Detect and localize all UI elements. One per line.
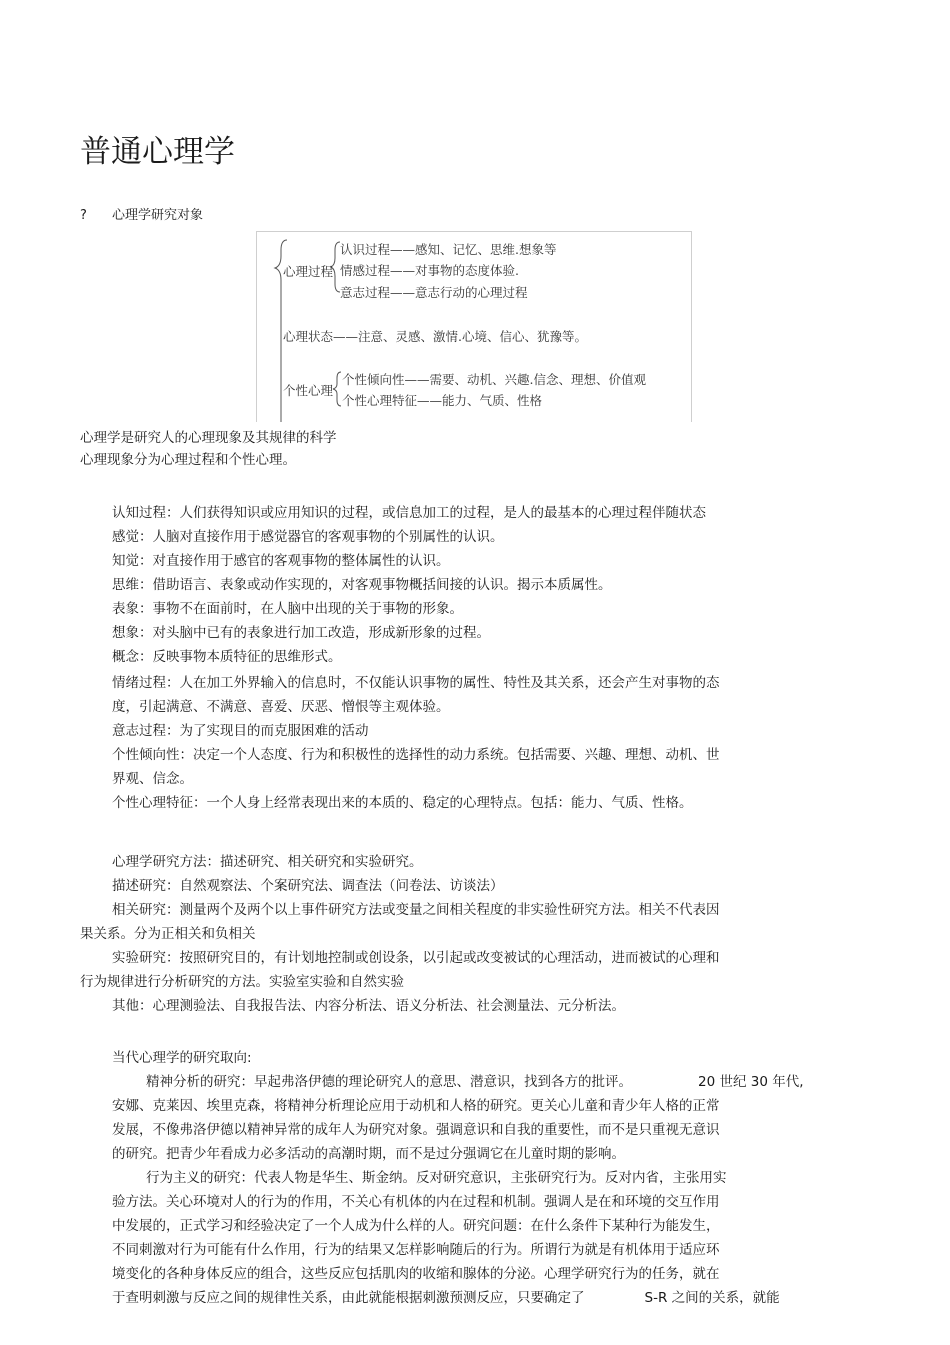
- diagram-process-label: 心理过程: [283, 264, 334, 279]
- definition-line: 度，引起满意、不满意、喜爱、厌恶、憎恨等主观体验。: [112, 699, 450, 715]
- methods-line: 心理学研究方法：描述研究、相关研究和实验研究。: [112, 854, 423, 870]
- methods-line: 果关系。分为正相关和负相关: [80, 926, 256, 942]
- definition-line: 情绪过程：人在加工外界输入的信息时，不仅能认识事物的属性、特性及其关系，还会产生对事物的态: [112, 675, 720, 691]
- definition-line: 想象：对头脑中已有的表象进行加工改造，形成新形象的过程。: [112, 625, 490, 641]
- methods-line: 实验研究：按照研究目的，有计划地控制或创设条，以引起或改变被试的心理活动，进而被试的心理和: [112, 950, 720, 966]
- intro-line: 心理现象分为心理过程和个性心理。: [80, 452, 296, 468]
- definition-line: 知觉：对直接作用于感官的客观事物的整体属性的认识。: [112, 553, 450, 569]
- diagram-state-line: 心理状态——注意、灵感、激情.心境、信心、犹豫等。: [283, 329, 587, 344]
- orientation-line: 境变化的各种身体反应的组合，这些反应包括肌肉的收缩和腺体的分泌。心理学研究行为的任务，就在: [112, 1266, 720, 1282]
- diagram-personality-item: 个性倾向性——需要、动机、兴趣.信念、理想、价值观: [342, 372, 646, 387]
- methods-section: [80, 850, 720, 1018]
- definition-line: 表象：事物不在面前时，在人脑中出现的关于事物的形象。: [112, 601, 463, 617]
- definition-line: 概念：反映事物本质特征的思维形式。: [112, 649, 342, 665]
- orientation-line: 中发展的，正式学习和经验决定了一个人成为什么样的人。研究问题：在什么条件下某种行为能发生，: [112, 1218, 720, 1234]
- definition-line: 思维：借助语言、表象或动作实现的，对客观事物概括间接的认识。揭示本质属性。: [112, 577, 612, 593]
- bullet-glyph: ?: [80, 208, 87, 223]
- orientation-text: 精神分析的研究：早起弗洛伊德的理论研究人的意思、潜意识，找到各方的批评。: [146, 1074, 632, 1090]
- intro-paragraph: [80, 427, 337, 471]
- orientation-line: 的研究。把青少年看成力必多活动的高潮时期，而不是过分强调它在儿童时期的影响。: [112, 1146, 625, 1162]
- methods-line: 行为规律进行分析研究的方法。实验室实验和自然实验: [80, 974, 404, 990]
- orientations-heading: 当代心理学的研究取向:: [112, 1050, 252, 1066]
- orientation-text: S-R 之间的关系，就能: [644, 1290, 780, 1306]
- orientation-text: 20 世纪 30 年代,: [698, 1074, 804, 1090]
- methods-line: 其他：心理测验法、自我报告法、内容分析法、语义分析法、社会测量法、元分析法。: [112, 998, 625, 1014]
- definition-line: 认知过程：人们获得知识或应用知识的过程，或信息加工的过程，是人的最基本的心理过程伴随状态: [112, 505, 706, 521]
- orientation-line: 安娜、克莱因、埃里克森，将精神分析理论应用于动机和人格的研究。更关心儿童和青少年人格的正常: [112, 1098, 720, 1114]
- definition-line: 个性心理特征：一个人身上经常表现出来的本质的、稳定的心理特点。包括：能力、气质、性格。: [112, 795, 693, 811]
- diagram-process-item: 情感过程——对事物的态度体验.: [340, 263, 519, 278]
- methods-line: 相关研究：测量两个及两个以上事件研究方法或变量之间相关程度的非实验性研究方法。相关不代表因: [112, 902, 720, 918]
- diagram-process-item: 意志过程——意志行动的心理过程: [340, 285, 528, 300]
- intro-line: 心理学是研究人的心理现象及其规律的科学: [80, 430, 337, 446]
- definition-line: 感觉：人脑对直接作用于感觉器官的客观事物的个别属性的认识。: [112, 529, 504, 545]
- definition-line: 个性倾向性：决定一个人态度、行为和积极性的选择性的动力系统。包括需要、兴趣、理想、动机、世: [112, 747, 720, 763]
- orientation-line: 行为主义的研究：代表人物是华生、斯金纳。反对研究意识，主张研究行为。反对内省，主张用实: [146, 1170, 727, 1186]
- definitions-list: [112, 501, 720, 815]
- orientation-line: [112, 1286, 804, 1310]
- orientations-section: [112, 1046, 804, 1310]
- section-heading: [80, 204, 203, 223]
- orientation-text: 于查明刺激与反应之间的规律性关系，由此就能根据刺激预测反应，只要确定了: [112, 1290, 585, 1306]
- psychology-object-diagram: [256, 231, 692, 422]
- orientation-line: 验方法。关心环境对人的行为的作用，不关心有机体的内在过程和机制。强调人是在和环境的交互作用: [112, 1194, 720, 1210]
- page-title: 普通心理学: [80, 134, 235, 170]
- definition-line: 界观、信念。: [112, 771, 193, 787]
- definition-line: 意志过程：为了实现目的而克服困难的活动: [112, 723, 369, 739]
- orientation-line: [112, 1070, 804, 1094]
- orientation-line: 发展，不像弗洛伊德以精神异常的成年人为研究对象。强调意识和自我的重要性，而不是只重视无意识: [112, 1122, 720, 1138]
- diagram-personality-item: 个性心理特征——能力、气质、性格: [342, 393, 543, 408]
- section-title: 心理学研究对象: [112, 208, 204, 223]
- diagram-process-item: 认识过程——感知、记忆、思维.想象等: [340, 242, 557, 257]
- orientation-line: 不同刺激对行为可能有什么作用，行为的结果又怎样影响随后的行为。所谓行为就是有机体用于适应环: [112, 1242, 720, 1258]
- diagram-personality-label: 个性心理: [283, 383, 334, 398]
- methods-line: 描述研究：自然观察法、个案研究法、调查法（问卷法、访谈法）: [112, 878, 504, 894]
